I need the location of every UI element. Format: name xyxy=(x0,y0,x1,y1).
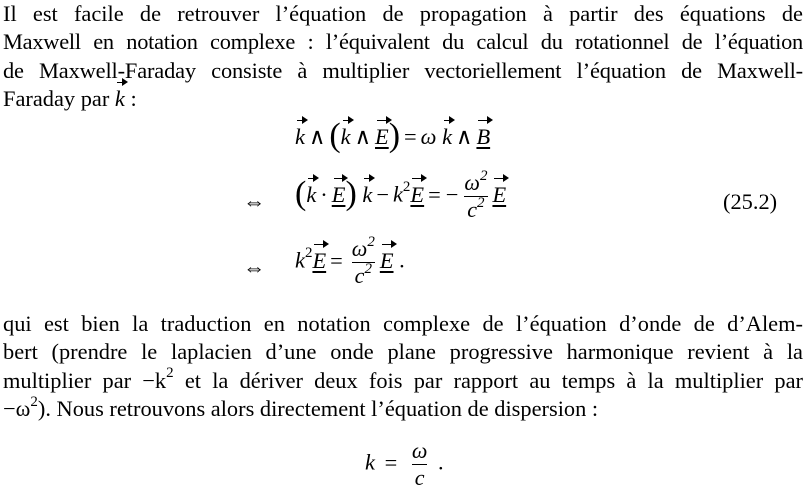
dispersion-fraction xyxy=(410,438,430,491)
intro-line-4-text: Faraday par xyxy=(3,86,110,112)
explanation-line-2: bert (prendre le laplacien d’une onde plane progressive harmonique revient à la xyxy=(3,339,803,365)
intro-line-2: Maxwell en notation complexe : l’équivalent du calcul du rotationnel de l’équation xyxy=(3,29,803,55)
intro-paragraph xyxy=(3,0,803,114)
explanation-line-3-a: multiplier par −k xyxy=(3,367,167,393)
equation-row-2: (k · E) $k - k^2E$ = − $\frac{\omega^2}{c^2}$ E xyxy=(295,167,507,222)
explanation-paragraph xyxy=(3,310,803,424)
explanation-line-3: multiplier par $-k^2$ et la dériver deux fois par rapport au temps à la multiplier par xyxy=(3,365,803,393)
equation-row-1: k ∧ (k ∧ E) = ω k ∧ B xyxy=(295,117,491,154)
vector-k-symbol: k xyxy=(115,85,125,113)
equivalence-symbol-1: ⇔ xyxy=(243,189,266,214)
dispersion-relation xyxy=(365,438,444,491)
explanation-line-4: $-\omega^2$). Nous retrouvons alors directement l’équation de dispersion : xyxy=(3,393,599,422)
equation-row-3: $k^2E$ = $\frac{\omega^2}{c^2}$ E . xyxy=(295,233,405,288)
dispersion-period: . xyxy=(437,449,444,475)
dispersion-denominator: c xyxy=(412,464,428,491)
explanation-line-4-b: ). Nous retrouvons alors directement l’équation de dispersion : xyxy=(37,396,599,422)
equation-number: (25.2) xyxy=(723,189,778,214)
explanation-line-4-a: −ω xyxy=(3,396,31,422)
dispersion-equals: = xyxy=(384,449,398,475)
intro-line-4-colon: : xyxy=(130,86,137,112)
intro-line-1: Il est facile de retrouver l’équation de propagation à partir des équations de xyxy=(3,1,803,26)
dispersion-lhs: k xyxy=(365,449,375,475)
explanation-line-1: qui est bien la traduction en notation complexe de l’équation d’onde de d’Alem- xyxy=(3,311,803,336)
explanation-line-3-b: et la dériver deux fois par rapport au temps à la multiplier par xyxy=(173,367,803,393)
intro-line-4 xyxy=(3,85,803,113)
equivalence-symbol-2: ⇔ xyxy=(243,255,266,280)
dispersion-numerator: ω xyxy=(411,438,428,463)
intro-line-3: de Maxwell-Faraday consiste à multiplier vectoriellement l’équation de Maxwell- xyxy=(3,57,803,83)
